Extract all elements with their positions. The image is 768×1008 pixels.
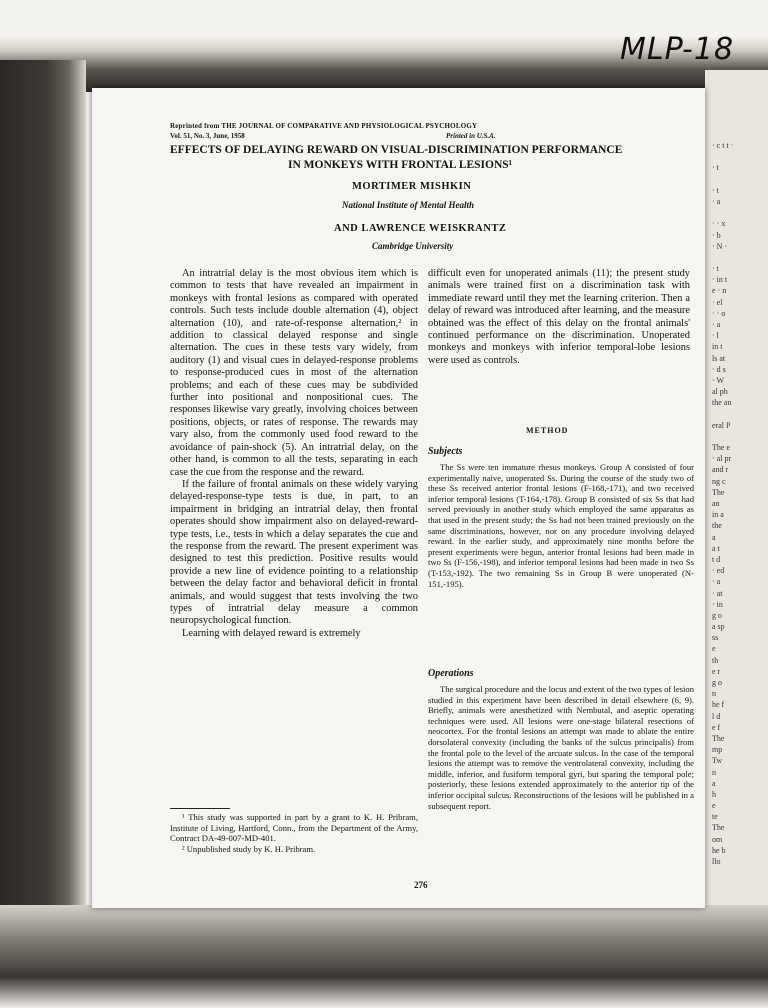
- bleed-line: al ph: [712, 387, 728, 397]
- paragraph: The surgical procedure and the locus and extent of the two types of lesion studied in this experiment have been described in detail elsewhere (6, 9). Briefly, animals were anesthetized with Nembutal, and aseptic operating techniques were used. All lesions were one-stage bilateral resections of neocortex. For the frontal lesions an attempt was made to ablate the entire dorsolateral convexity (including the banks of the sulcus principalis) from the frontal pole to the level of the arcuate sulcus. In the case of the temporal lesions the attempt was to remove the ventrolateral convexity, including the middle, inferior, and fusiform temporal gyri, but sparing the temporal pole; posteriorly, these lesions extended approximately to the anterior tip of the inferior occipital sulcus. Reconstructions of the lesions will be published in a subsequent report.: [428, 684, 694, 811]
- title-line-2: IN MONKEYS WITH FRONTAL LESIONS¹: [288, 159, 513, 171]
- bleed-line: [712, 409, 768, 420]
- bleed-line: The e: [712, 443, 730, 453]
- bleed-line: n: [712, 689, 716, 699]
- volume-line: Vol. 51, No. 3, June, 1958: [170, 132, 245, 140]
- next-page-bleed-text: [712, 140, 768, 867]
- bleed-line: · b: [712, 230, 721, 240]
- bleed-line: · a: [712, 196, 721, 206]
- bleed-line: e r: [712, 666, 721, 676]
- bleed-line: Tw: [712, 756, 723, 766]
- author-2: AND LAWRENCE WEISKRANTZ: [334, 223, 507, 234]
- bleed-line: · t: [712, 163, 719, 173]
- affiliation-1: National Institute of Mental Health: [342, 200, 475, 210]
- bleed-line: the an: [712, 398, 732, 408]
- footnote-1: ¹ This study was supported in part by a grant to K. H. Pribram, Institute of Living, Hartford, Conn., from the Department of the Army, Contract DA-49-007-MD-401.: [170, 812, 418, 844]
- bleed-line: g o: [712, 678, 722, 687]
- bleed-line: a: [712, 778, 716, 788]
- bleed-line: the: [712, 521, 722, 531]
- reprint-line: Reprinted from THE JOURNAL OF COMPARATIVE AND PHYSIOLOGICAL PSYCHOLOGY: [170, 122, 478, 130]
- operations-text: [428, 684, 694, 811]
- bleed-line: · t: [712, 264, 719, 274]
- bleed-line: a: [712, 532, 716, 542]
- paragraph: An intratrial delay is the most obvious item which is common to tests that have revealed an impairment in monkeys with frontal lesions as compared with operated controls. Such tests include double alternation (4), object alternation (10), and rate-of-response alternation,² in addition to classical delayed response and single alternation. The cues in these tests vary widely, from auditory (1) and visual cues in delayed-response problems to response-produced cues in most of the alternation problems; and each of these cues may be subdivided further into positional and nonpositional cues. The responses likewise vary greatly, involving choices between positions, objects, or rates of response. The rewards may vary also, from the commonly used food reward to the avoidance of pain-shock (5). An intratrial delay, on the other hand, is common to all the tests, separating in each case the cue from the response and the reward.: [170, 268, 418, 478]
- bleed-line: th: [712, 655, 719, 665]
- bleed-line: · in: [712, 599, 723, 609]
- bleed-line: te: [712, 812, 718, 822]
- bleed-line: mp: [712, 745, 723, 755]
- bleed-line: e: [712, 801, 716, 811]
- bleed-line: om: [712, 834, 723, 844]
- paragraph: Learning with delayed reward is extremely: [182, 627, 361, 639]
- bleed-line: in t: [712, 342, 723, 352]
- footnote-2: ² Unpublished study by K. H. Pribram.: [182, 843, 316, 854]
- footnote-rule: [170, 808, 230, 809]
- scan-border-left: [0, 60, 86, 1008]
- bleed-line: · in t: [712, 275, 728, 285]
- bleed-line: · al pr: [712, 454, 732, 464]
- bleed-line: ls at: [712, 353, 726, 363]
- bleed-line: · W: [712, 375, 725, 385]
- bleed-line: [712, 431, 768, 442]
- bleed-line: · at: [712, 588, 723, 598]
- bleed-line: · a: [712, 577, 721, 587]
- bleed-line: · a: [712, 320, 721, 329]
- bleed-line: The: [712, 733, 725, 743]
- bleed-line: he f: [712, 700, 725, 710]
- page-number: 276: [414, 880, 428, 890]
- paragraph: difficult even for unoperated animals (11); the present study animals were trained first on a discrimination task with immediate reward until they met the learning criterion. Then a delay of reward was introduced after learning, and the measure obtained was the effect of this delay on the frontal animals' continued performance on the discrimination. Unoperated monkeys and monkeys with inferior temporal-lobe lesions were used as controls.: [428, 268, 690, 366]
- bleed-line: [712, 207, 768, 218]
- bleed-line: an: [712, 499, 720, 508]
- bleed-line: a sp: [712, 622, 725, 632]
- paragraph: The Ss were ten immature rhesus monkeys. Group A consisted of four experimentally naive, unoperated Ss. During the course of the study two of these Ss received anterior frontal lesions (F-168,-171), and two received inferior temporal lesions (T-164,-178). Group B consisted of six Ss that had served previously in another study which employed the same apparatus as that used in the present study; the Ss had not been trained previously on the same discriminations, however, nor on any procedure involving delayed reward. In the earlier study, and approximately nine months before the present experiments were begun, anterior frontal lesions had been made in two Ss (F-156,-198), and inferior temporal lesions had been made in two Ss (T-153,-192). The two remaining Ss in Group B were unoperated (N-151,-195).: [428, 462, 694, 589]
- bleed-line: [712, 151, 768, 162]
- scan-border-bottom: [0, 905, 768, 1008]
- bleed-line: The: [712, 487, 725, 497]
- bleed-line: [712, 252, 768, 263]
- bleed-line: · l: [712, 331, 719, 341]
- manuscript-number: MLP-18: [620, 32, 735, 67]
- bleed-line: · el: [712, 297, 723, 307]
- bleed-line: · · o: [712, 308, 726, 318]
- bleed-line: e · n: [712, 286, 727, 296]
- bleed-line: e f: [712, 722, 721, 732]
- bleed-line: · t: [712, 185, 719, 195]
- bleed-line: l d: [712, 711, 721, 721]
- bleed-line: · ed: [712, 566, 725, 576]
- bleed-line: eral P: [712, 420, 731, 430]
- right-column-intro: [428, 268, 690, 367]
- printed-line: Printed in U.S.A.: [446, 132, 496, 140]
- bleed-line: in a: [712, 510, 724, 520]
- subjects-text: [428, 462, 694, 589]
- bleed-line: ng c: [712, 476, 726, 486]
- footnotes: [170, 812, 418, 854]
- bleed-line: The: [712, 823, 725, 833]
- bleed-line: a t: [712, 543, 720, 553]
- bleed-line: he b: [712, 845, 726, 855]
- bleed-line: h: [712, 789, 716, 799]
- bleed-line: llo: [712, 857, 721, 866]
- article-title: [170, 143, 730, 173]
- bleed-line: t d: [712, 554, 721, 564]
- paragraph: If the failure of frontal animals on these widely varying delayed-response-type tests is due, in part, to an impairment in bridging an intratrial delay, then frontal operates should show impairment also on delayed-reward-type tests, i.e., tests in which a delay separates the cue and the response from the reward. The present experiment was designed to test this prediction. Positive results would provide a new line of evidence pointing to a relationship between the delay factor and behavioral deficit in frontal animals, and would suggest that tests involving the two types of intratrial delay measure a common neuropsychological function.: [170, 478, 418, 627]
- subheading-subjects: Subjects: [428, 446, 463, 457]
- bleed-line: e: [712, 644, 716, 654]
- bleed-line: · d s: [712, 364, 726, 374]
- subheading-operations: Operations: [428, 668, 474, 679]
- bleed-line: · N ·: [712, 241, 728, 251]
- section-heading-method: METHOD: [526, 426, 569, 435]
- bleed-line: · · x: [712, 219, 726, 229]
- affiliation-2: Cambridge University: [372, 241, 454, 251]
- bleed-line: g o: [712, 610, 722, 620]
- title-line-1: EFFECTS OF DELAYING REWARD ON VISUAL-DISCRIMINATION PERFORMANCE: [170, 144, 623, 156]
- bleed-line: · c t t ·: [712, 141, 734, 150]
- author-1: MORTIMER MISHKIN: [352, 181, 472, 192]
- left-column: [170, 268, 418, 640]
- bleed-line: ss: [712, 633, 719, 643]
- bleed-line: n: [712, 767, 716, 777]
- bleed-line: [712, 174, 768, 185]
- bleed-line: and r: [712, 465, 729, 475]
